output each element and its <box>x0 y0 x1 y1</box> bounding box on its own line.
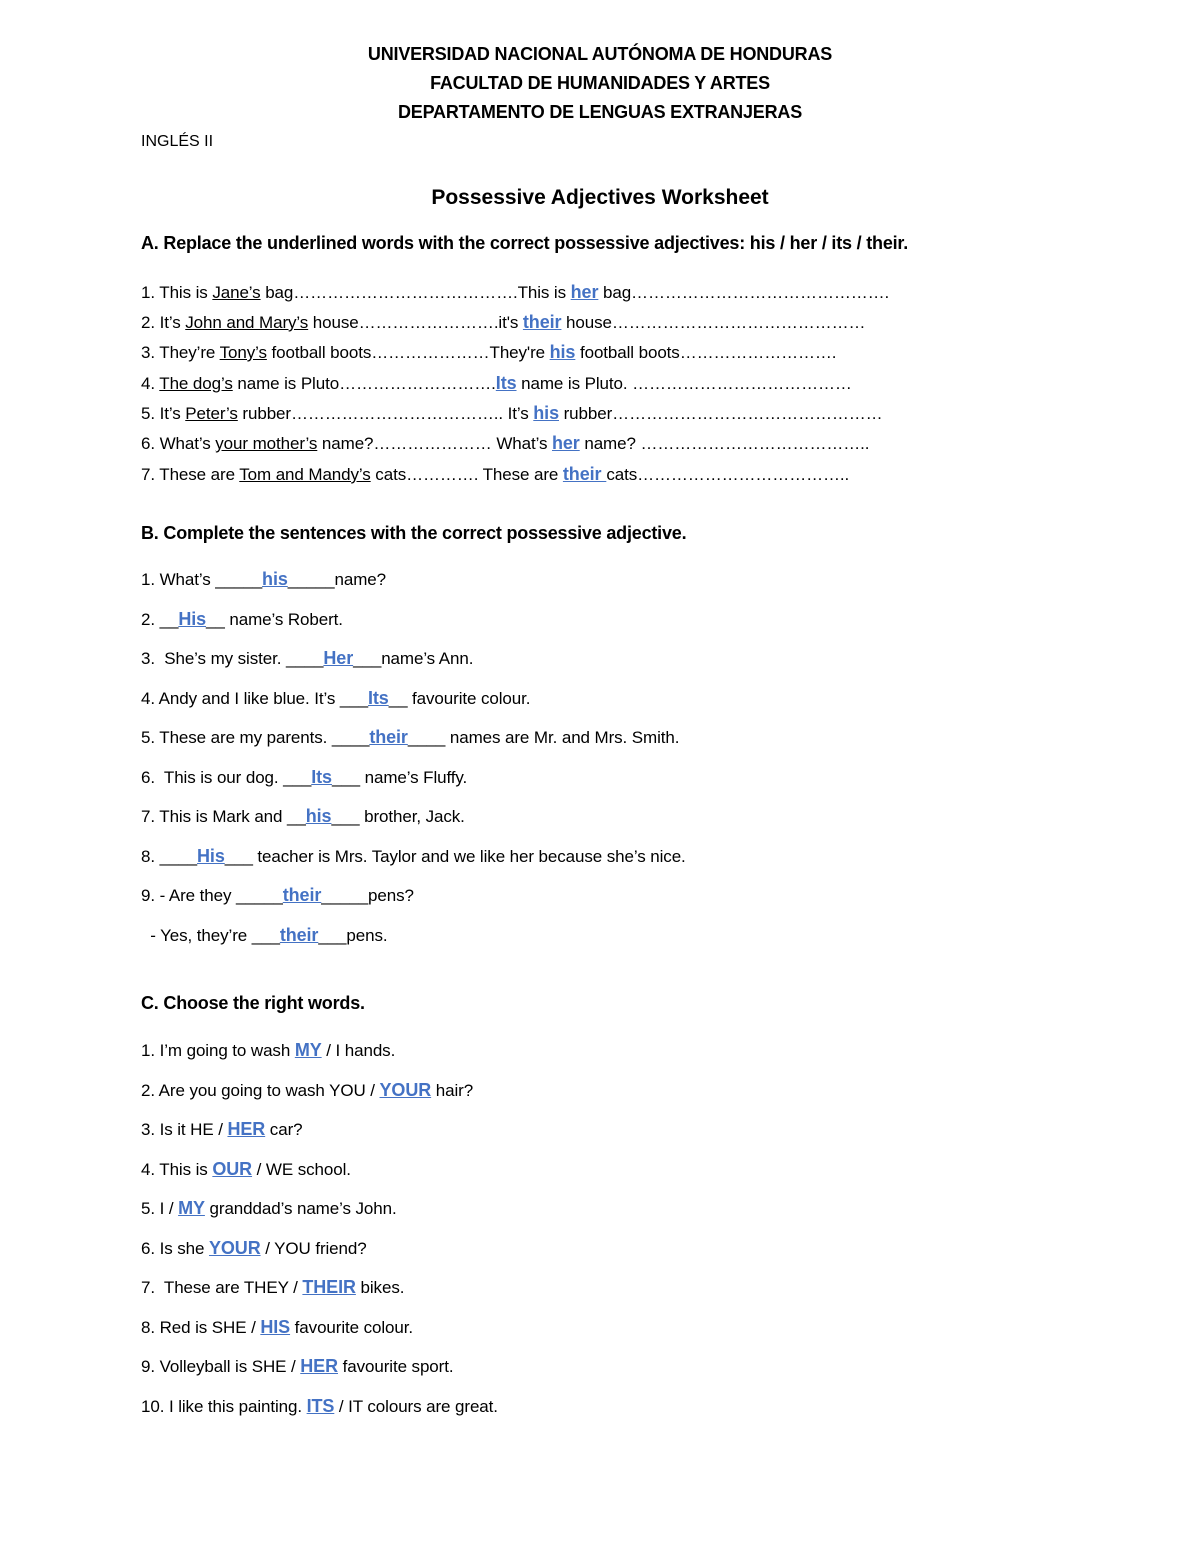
section-c-item: 6. Is she YOUR / YOU friend? <box>141 1238 367 1258</box>
answer: ITS <box>306 1396 335 1416</box>
section-b-item: 6. This is our dog. ___Its___ name’s Fluffy. <box>141 767 468 787</box>
section-a-item: 3. They’re Tony’s football boots…………………They're his football boots………………………. <box>141 342 837 362</box>
section-c-item: 7. These are THEY / THEIR bikes. <box>141 1277 405 1297</box>
section-c-item: 3. Is it HE / HER car? <box>141 1119 303 1139</box>
answer: THEIR <box>302 1277 356 1297</box>
section-c-heading: C. Choose the right words. <box>141 993 365 1013</box>
answer: her <box>570 282 599 302</box>
department-name: DEPARTAMENTO DE LENGUAS EXTRANJERAS <box>397 102 803 122</box>
answer: OUR <box>212 1159 253 1179</box>
section-a-item: 5. It’s Peter’s rubber……………………………….. It’s his rubber………………………………………… <box>141 403 883 423</box>
section-b-item: 3. She’s my sister. ____Her___name’s Ann. <box>141 648 474 668</box>
section-c-item: 4. This is OUR / WE school. <box>141 1159 351 1179</box>
faculty-name: FACULTAD DE HUMANIDADES Y ARTES <box>430 73 770 93</box>
course-name: INGLÉS II <box>141 133 214 150</box>
answer: YOUR <box>208 1238 261 1258</box>
answer: their <box>562 464 607 484</box>
worksheet-title: Possessive Adjectives Worksheet <box>431 186 769 209</box>
section-c-item: 9. Volleyball is SHE / HER favourite sport. <box>141 1356 454 1376</box>
answer: Her <box>323 648 354 668</box>
answer: his <box>262 569 288 589</box>
section-a-item: 7. These are Tom and Mandy’s cats…………. These are their cats……………………………….. <box>141 464 850 484</box>
answer: HER <box>227 1119 266 1139</box>
university-name: UNIVERSIDAD NACIONAL AUTÓNOMA DE HONDURAS <box>367 44 833 64</box>
section-b-item: 5. These are my parents. ____their____ names are Mr. and Mrs. Smith. <box>141 727 680 747</box>
answer: their <box>279 925 319 945</box>
answer: MY <box>178 1198 205 1218</box>
answer: MY <box>294 1040 322 1060</box>
answer: Its <box>495 373 517 393</box>
section-b-item: 8. ____His___ teacher is Mrs. Taylor and we like her because she’s nice. <box>141 846 686 866</box>
section-c-item: 10. I like this painting. ITS / IT colours are great. <box>141 1396 498 1416</box>
answer: HIS <box>260 1317 291 1337</box>
answer: his <box>305 806 332 826</box>
section-a-item: 6. What’s your mother’s name?………………… What’s her name? ………………………………….. <box>141 433 870 453</box>
answer: His <box>178 609 207 629</box>
section-b-item: - Yes, they’re ___their___pens. <box>141 925 388 945</box>
section-b-item: 9. - Are they _____their_____pens? <box>141 885 414 905</box>
answer: HER <box>300 1356 338 1376</box>
answer: his <box>549 342 576 362</box>
section-a-item: 4. The dog’s name is Pluto……………………….Its name is Pluto. ………………………………… <box>141 373 852 393</box>
section-c-item: 5. I / MY granddad’s name’s John. <box>141 1198 397 1218</box>
section-b-item: 1. What’s _____his_____name? <box>141 569 387 589</box>
answer: her <box>552 433 580 453</box>
answer: their <box>369 727 408 747</box>
answer: Its <box>368 688 389 708</box>
section-b-item: 4. Andy and I like blue. It’s ___Its__ favourite colour. <box>141 688 531 708</box>
section-a-item: 2. It’s John and Mary’s house…………………….it's their house……………………………………… <box>141 312 866 332</box>
section-c-item: 2. Are you going to wash YOU / YOUR hair? <box>141 1080 474 1100</box>
answer: Its <box>311 767 332 787</box>
section-b-item: 7. This is Mark and __his___ brother, Jack. <box>141 806 465 826</box>
answer: their <box>522 312 562 332</box>
section-a-item: 1. This is Jane’s bag………………………………….This is her bag………………………………………. <box>141 282 890 302</box>
answer: His <box>197 846 225 866</box>
section-b-item: 2. __His__ name’s Robert. <box>141 609 343 629</box>
answer: his <box>533 403 559 423</box>
section-c-item: 1. I’m going to wash MY / I hands. <box>141 1040 396 1060</box>
section-c-item: 8. Red is SHE / HIS favourite colour. <box>141 1317 413 1337</box>
section-b-heading: B. Complete the sentences with the correct possessive adjective. <box>141 523 687 543</box>
section-a-heading: A. Replace the underlined words with the correct possessive adjectives: his / her / its / their. <box>141 233 909 253</box>
answer: YOUR <box>379 1080 432 1100</box>
answer: their <box>282 885 322 905</box>
